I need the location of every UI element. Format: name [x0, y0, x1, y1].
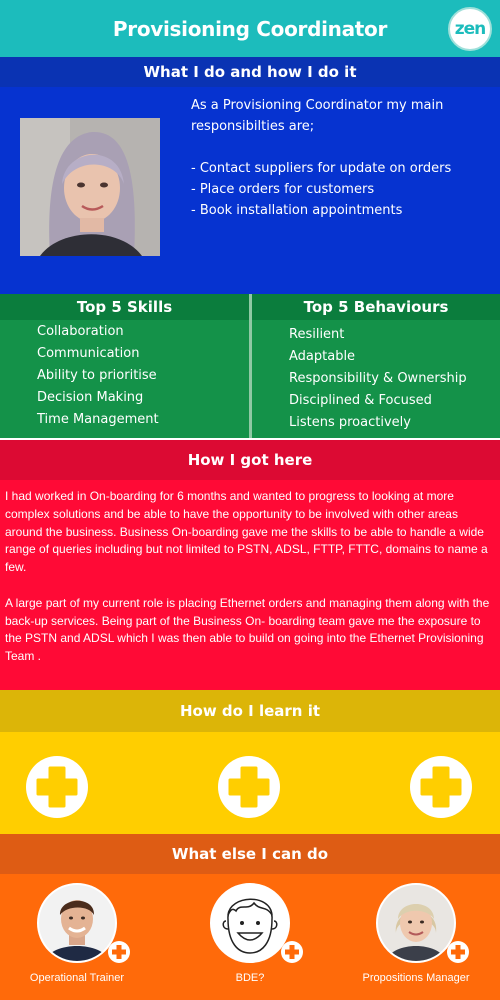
avatar — [376, 883, 456, 963]
what-i-do-intro: As a Provisioning Coordinator my main responsibilties are; — [191, 98, 444, 134]
what-else-title-bar — [0, 834, 500, 874]
what-i-do-text — [191, 95, 486, 221]
what-i-do-section — [0, 87, 500, 294]
what-i-do-item: - Place orders for customers — [191, 182, 375, 197]
what-i-do-item: - Contact suppliers for update on orders — [191, 161, 452, 176]
behaviours-list — [289, 324, 467, 434]
role-bde[interactable] — [167, 874, 333, 1000]
plus-icon[interactable] — [218, 756, 280, 818]
role-propositions-manager[interactable] — [333, 874, 499, 1000]
skill-item: Communication — [37, 346, 140, 361]
how-i-got-here-paragraph: A large part of my current role is placing Ethernet orders and managing them along with the back-up services. Being part of the Business On- boarding team gave me the exposure to the PSTN and ADSL which I was then able to build on going into the Ethernet Provisioning Team . — [5, 595, 490, 664]
what-i-do-title-bar — [0, 57, 500, 87]
skills-title: Top 5 Skills — [76, 298, 173, 316]
skill-item: Time Management — [37, 412, 159, 427]
learn-section — [0, 732, 500, 834]
role-label: Operational Trainer — [29, 972, 125, 984]
behaviours-title: Top 5 Behaviours — [303, 298, 449, 316]
learn-title-bar — [0, 690, 500, 732]
column-divider — [249, 294, 252, 438]
plus-icon[interactable] — [410, 756, 472, 818]
role-label: Propositions Manager — [362, 972, 470, 984]
role-operational-trainer[interactable] — [0, 874, 160, 1000]
avatar — [210, 883, 290, 963]
plus-icon[interactable] — [281, 941, 303, 963]
zen-logo — [448, 7, 492, 51]
what-else-title: What else I can do — [171, 845, 329, 863]
role-label: BDE? — [235, 972, 265, 984]
profile-photo-image — [20, 118, 160, 256]
zen-logo-text: zen — [454, 19, 486, 39]
profile-photo — [20, 118, 160, 256]
what-else-section — [0, 874, 500, 1000]
page-header — [0, 0, 500, 57]
behaviour-item: Listens proactively — [289, 415, 411, 430]
behaviour-item: Responsibility & Ownership — [289, 371, 467, 386]
behaviour-item: Resilient — [289, 327, 345, 342]
behaviour-item: Adaptable — [289, 349, 356, 364]
what-i-do-item: - Book installation appointments — [191, 203, 403, 218]
page-title: Provisioning Coordinator — [112, 16, 388, 41]
behaviour-item: Disciplined & Focused — [289, 393, 432, 408]
how-i-got-here-title-bar — [0, 440, 500, 480]
skill-item: Ability to prioritise — [37, 368, 157, 383]
learn-title: How do I learn it — [179, 702, 321, 720]
skill-item: Decision Making — [37, 390, 144, 405]
skills-list — [37, 321, 159, 431]
how-i-got-here-section — [0, 480, 500, 690]
plus-icon[interactable] — [26, 756, 88, 818]
avatar — [37, 883, 117, 963]
plus-icon[interactable] — [447, 941, 469, 963]
plus-icon[interactable] — [108, 941, 130, 963]
skill-item: Collaboration — [37, 324, 124, 339]
what-i-do-title: What I do and how I do it — [143, 63, 357, 81]
how-i-got-here-paragraph: I had worked in On-boarding for 6 months and wanted to progress to looking at more complex solutions and be able to have the opportunity to be involved with other areas around the business. Business On-boarding gave me the skills to be able to handle a wide range of queries including but not limited to PSTN, ADSL, FTTP, FTTC, domains to name a few. — [5, 489, 488, 575]
how-i-got-here-title: How I got here — [187, 451, 313, 469]
